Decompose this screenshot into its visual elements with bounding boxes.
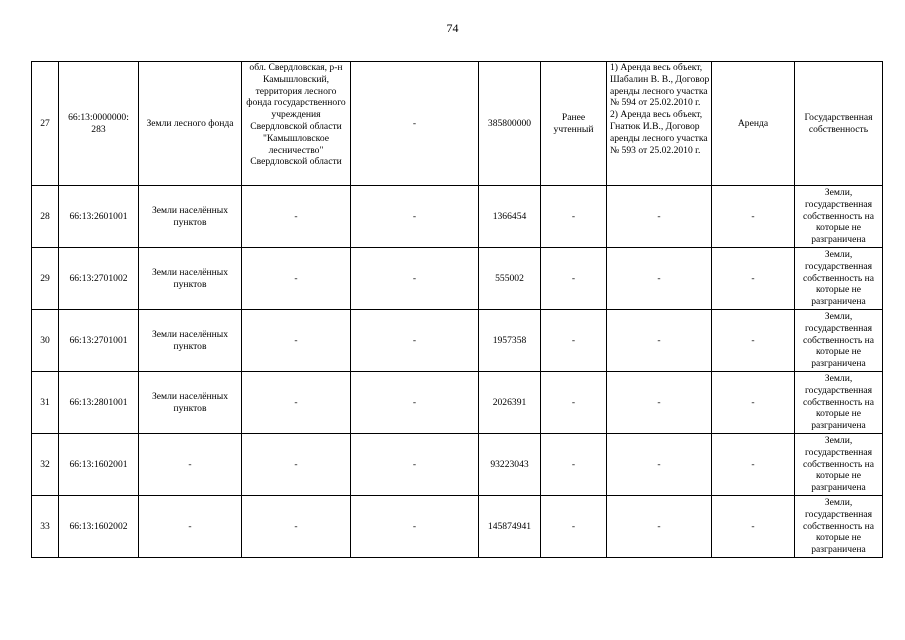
encumbrance-cell: - <box>607 496 712 558</box>
status-cell: Ранее учтенный <box>541 62 607 186</box>
cadastral-number-cell: 66:13:1602001 <box>59 434 139 496</box>
address-cell: - <box>242 248 351 310</box>
land-category-cell: - <box>139 496 242 558</box>
column-5-cell: - <box>351 62 479 186</box>
ownership-cell: Государственная собственность <box>795 62 883 186</box>
encumbrance-cell: - <box>607 372 712 434</box>
status-cell: - <box>541 248 607 310</box>
right-type-cell: Аренда <box>712 62 795 186</box>
table-row <box>32 186 883 248</box>
status-cell: - <box>541 372 607 434</box>
value-cell: 385800000 <box>479 62 541 186</box>
right-type-cell: - <box>712 310 795 372</box>
cadastral-number-cell: 66:13:2701001 <box>59 310 139 372</box>
column-5-cell: - <box>351 310 479 372</box>
row-number-cell: 31 <box>32 372 59 434</box>
cadastral-number-cell: 66:13:2701002 <box>59 248 139 310</box>
ownership-cell: Земли, государственная собственность на которые не разграничена <box>795 434 883 496</box>
ownership-cell: Земли, государственная собственность на которые не разграничена <box>795 310 883 372</box>
value-cell: 1366454 <box>479 186 541 248</box>
land-category-cell: Земли населённых пунктов <box>139 248 242 310</box>
ownership-cell: Земли, государственная собственность на которые не разграничена <box>795 496 883 558</box>
value-cell: 555002 <box>479 248 541 310</box>
table-row <box>32 310 883 372</box>
value-cell: 145874941 <box>479 496 541 558</box>
column-5-cell: - <box>351 434 479 496</box>
table-row <box>32 372 883 434</box>
column-5-cell: - <box>351 372 479 434</box>
right-type-cell: - <box>712 434 795 496</box>
status-cell: - <box>541 186 607 248</box>
land-category-cell: Земли населённых пунктов <box>139 186 242 248</box>
encumbrance-cell: 1) Аренда весь объект, Шабалин В. В., Договор аренды лесного участка № 594 от 25.02.2010 г. 2) Аренда весь объект, Гнатюк И.В., Договор аренды лесного участка № 593 от 25.02.2010 г. <box>607 62 712 186</box>
table-row <box>32 62 883 186</box>
cadastral-number-cell: 66:13:2801001 <box>59 372 139 434</box>
row-number-cell: 27 <box>32 62 59 186</box>
status-cell: - <box>541 310 607 372</box>
right-type-cell: - <box>712 372 795 434</box>
address-cell: - <box>242 434 351 496</box>
cadastral-number-cell: 66:13:2601001 <box>59 186 139 248</box>
address-cell: - <box>242 372 351 434</box>
land-category-cell: Земли лесного фонда <box>139 62 242 186</box>
value-cell: 1957358 <box>479 310 541 372</box>
row-number-cell: 28 <box>32 186 59 248</box>
cadastral-number-cell: 66:13:1602002 <box>59 496 139 558</box>
table-row <box>32 434 883 496</box>
address-cell: - <box>242 496 351 558</box>
address-cell: - <box>242 186 351 248</box>
row-number-cell: 32 <box>32 434 59 496</box>
column-5-cell: - <box>351 186 479 248</box>
land-registry-table <box>31 61 883 558</box>
land-category-cell: - <box>139 434 242 496</box>
cadastral-number-cell: 66:13:0000000: 283 <box>59 62 139 186</box>
row-number-cell: 29 <box>32 248 59 310</box>
right-type-cell: - <box>712 496 795 558</box>
table-row <box>32 248 883 310</box>
land-category-cell: Земли населённых пунктов <box>139 310 242 372</box>
column-5-cell: - <box>351 496 479 558</box>
encumbrance-cell: - <box>607 186 712 248</box>
status-cell: - <box>541 496 607 558</box>
row-number-cell: 30 <box>32 310 59 372</box>
value-cell: 93223043 <box>479 434 541 496</box>
ownership-cell: Земли, государственная собственность на которые не разграничена <box>795 186 883 248</box>
page-number: 74 <box>446 21 459 35</box>
table-row <box>32 496 883 558</box>
address-cell: - <box>242 310 351 372</box>
status-cell: - <box>541 434 607 496</box>
ownership-cell: Земли, государственная собственность на которые не разграничена <box>795 248 883 310</box>
right-type-cell: - <box>712 248 795 310</box>
encumbrance-cell: - <box>607 248 712 310</box>
column-5-cell: - <box>351 248 479 310</box>
encumbrance-cell: - <box>607 310 712 372</box>
row-number-cell: 33 <box>32 496 59 558</box>
ownership-cell: Земли, государственная собственность на которые не разграничена <box>795 372 883 434</box>
value-cell: 2026391 <box>479 372 541 434</box>
land-category-cell: Земли населённых пунктов <box>139 372 242 434</box>
address-cell: обл. Свердловская, р-н Камышловский, территория лесного фонда государственного учреждения Свердловской области "Камышловское лесничество" Свердловской области <box>242 62 351 186</box>
encumbrance-cell: - <box>607 434 712 496</box>
right-type-cell: - <box>712 186 795 248</box>
